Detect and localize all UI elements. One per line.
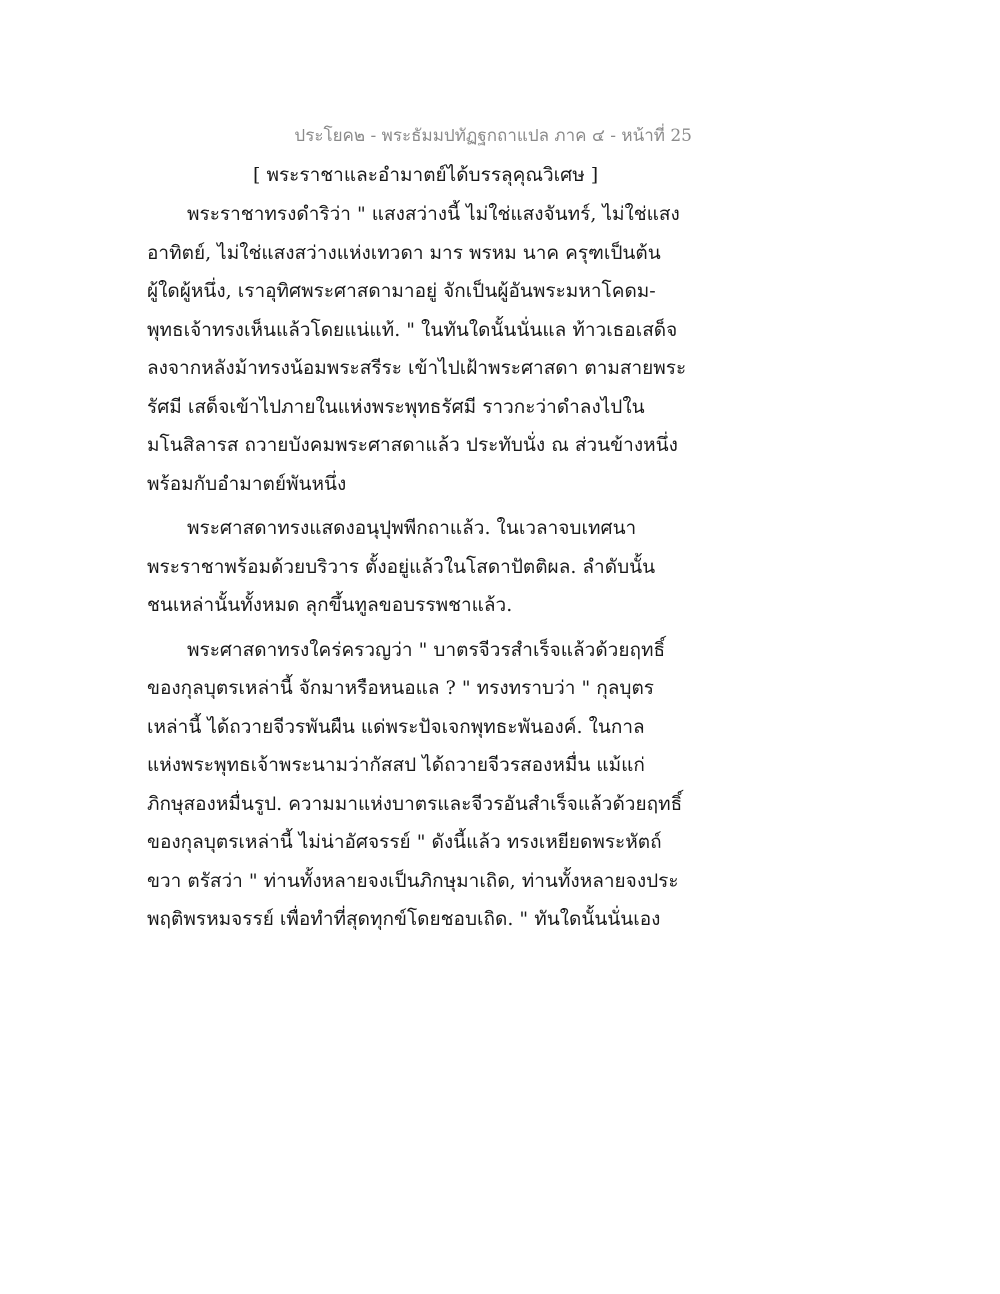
text-line: พุทธเจ้าทรงเห็นแล้วโดยแน่แท้. " ในทันใดนั้นนั่นแล ท้าวเธอเสด็จ bbox=[147, 318, 678, 341]
text-line: มโนสิลารส ถวายบังคมพระศาสดาแล้ว ประทับนั่ง ณ ส่วนข้างหนึ่ง bbox=[147, 434, 678, 456]
text-line: อาทิตย์, ไม่ใช่แสงสว่างแห่งเทวดา มาร พรหม นาค ครุฑเป็นต้น bbox=[147, 241, 661, 264]
text-line: ชนเหล่านั้นทั้งหมด ลุกขึ้นทูลขอบรรพชาแล้ว. bbox=[147, 594, 513, 616]
text-line: ผู้ใดผู้หนึ่ง, เราอุทิศพระศาสดามาอยู่ จักเป็นผู้อันพระมหาโคดม- bbox=[147, 280, 656, 302]
text-line: ของกุลบุตรเหล่านี้ จักมาหรือหนอแล ? " ทรงทราบว่า " กุลบุตร bbox=[147, 677, 654, 699]
body-text bbox=[147, 195, 707, 945]
text-line: พระศาสดาทรงใคร่ครวญว่า " บาตรจีวรสำเร็จแล้วด้วยฤทธิ์ bbox=[187, 638, 666, 661]
text-line: พระราชาทรงดำริว่า " แสงสว่างนี้ ไม่ใช่แสงจันทร์, ไม่ใช่แสง bbox=[187, 203, 680, 225]
text-line: พร้อมกับอำมาตย์พันหนึ่ง bbox=[147, 472, 347, 495]
text-line: แห่งพระพุทธเจ้าพระนามว่ากัสสป ได้ถวายจีวรสองหมื่น แม้แก่ bbox=[147, 754, 645, 776]
text-line: ลงจากหลังม้าทรงน้อมพระสรีระ เข้าไปเฝ้าพระศาสดา ตามสายพระ bbox=[147, 357, 687, 379]
text-line: เหล่านี้ ได้ถวายจีวรพันผืน แด่พระปัจเจกพุทธะพันองค์. ในกาล bbox=[147, 715, 645, 738]
text-line: รัศมี เสด็จเข้าไปภายในแห่งพระพุทธรัศมี ราวกะว่าดำลงไปใน bbox=[147, 395, 645, 418]
text-line: พระราชาพร้อมด้วยบริวาร ตั้งอยู่แล้วในโสดาปัตติผล. ลำดับนั้น bbox=[147, 555, 656, 578]
text-line: ของกุลบุตรเหล่านี้ ไม่น่าอัศจรรย์ " ดังนี้แล้ว ทรงเหยียดพระหัตถ์ bbox=[147, 831, 662, 853]
section-title: [ พระราชาและอำมาตย์ได้บรรลุคุณวิเศษ ] bbox=[253, 164, 599, 186]
running-header: ประโยค๒ - พระธัมมปทัฏฐกถาแปล ภาค ๔ - หน้าที่ 25 bbox=[294, 126, 692, 146]
text-line: พฤติพรหมจรรย์ เพื่อทำที่สุดทุกข์โดยชอบเถิด. " ทันใดนั้นนั่นเอง bbox=[147, 908, 661, 930]
text-line: ภิกษุสองหมื่นรูป. ความมาแห่งบาตรและจีวรอันสำเร็จแล้วด้วยฤทธิ์ bbox=[147, 792, 683, 815]
text-line: ขวา ตรัสว่า " ท่านทั้งหลายจงเป็นภิกษุมาเถิด, ท่านทั้งหลายจงประ bbox=[147, 869, 679, 892]
paragraph-1 bbox=[147, 195, 707, 503]
text-line: พระศาสดาทรงแสดงอนุปุพพีกถาแล้ว. ในเวลาจบเทศนา bbox=[187, 517, 637, 539]
paragraph-3 bbox=[147, 631, 707, 939]
paragraph-2 bbox=[147, 509, 707, 625]
